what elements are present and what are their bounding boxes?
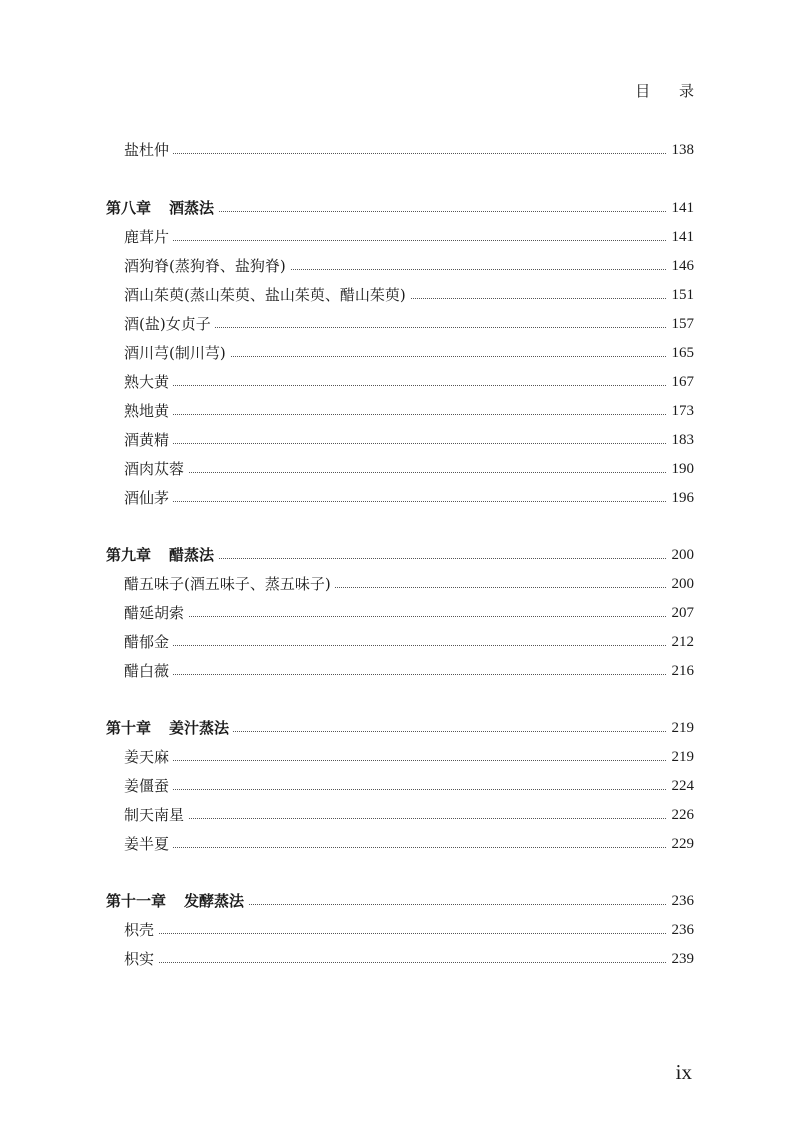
toc-entry [0,399,800,423]
entry-title: 酒(盐)女贞子 [124,312,215,336]
toc-entry [0,774,800,798]
toc-entry [0,283,800,307]
chapter-heading [0,543,800,567]
chapter-title [106,889,248,913]
entry-title: 鹿茸片 [124,225,173,249]
dot-leader [124,501,666,502]
entry-title: 姜僵蚕 [124,774,173,798]
dot-leader [124,443,666,444]
entry-title: 酒仙茅 [124,486,173,510]
dot-leader [124,760,666,761]
toc-entry [0,745,800,769]
dot-leader [124,414,666,415]
page-number: 200 [671,547,694,563]
entry-title: 枳壳 [124,918,158,942]
dot-leader [124,818,666,819]
toc-entry [0,370,800,394]
page-number: 219 [671,720,694,736]
page-number: 138 [671,142,694,158]
page-number: 196 [671,490,694,506]
page-number: 200 [671,576,694,592]
chapter-title [106,716,233,740]
page-number: 216 [671,663,694,679]
toc-entry [0,341,800,365]
chapter-name: 姜汁蒸法 [169,719,230,737]
page-number: 183 [671,432,694,448]
entry-title: 醋郁金 [124,630,173,654]
chapter-number: 第十章 [106,719,152,737]
toc-entry [0,225,800,249]
chapter-title [106,543,218,567]
toc-entry [0,803,800,827]
entry-title: 醋延胡索 [124,601,188,625]
toc-entry [0,630,800,654]
toc-entry [0,486,800,510]
chapter-heading [0,196,800,220]
entry-title: 姜天麻 [124,745,173,769]
entry-title: 熟大黄 [124,370,173,394]
entry-title: 酒黄精 [124,428,173,452]
entry-title: 姜半夏 [124,832,173,856]
page-number: 207 [671,605,694,621]
page-number: 226 [671,807,694,823]
dot-leader [124,385,666,386]
page-folio: ix [675,1060,692,1084]
page-number: 141 [671,229,694,245]
dot-leader [124,616,666,617]
entry-title: 酒川芎(制川芎) [124,341,230,365]
dot-leader [124,153,666,154]
dot-leader [124,472,666,473]
chapter-number: 第八章 [106,199,152,217]
toc-entry [0,138,800,162]
page-number: 212 [671,634,694,650]
toc-entry [0,572,800,596]
page-number: 167 [671,374,694,390]
page-number: 151 [671,287,694,303]
dot-leader [124,240,666,241]
toc-entry [0,428,800,452]
entry-title: 制天南星 [124,803,188,827]
page-number: 146 [671,258,694,274]
chapter-name: 醋蒸法 [169,546,215,564]
dot-leader [124,847,666,848]
toc-entry [0,832,800,856]
page-number: 165 [671,345,694,361]
page-number: 239 [671,951,694,967]
dot-leader [124,674,666,675]
page-number: 173 [671,403,694,419]
page-number: 157 [671,316,694,332]
entry-title: 盐杜仲 [124,138,173,162]
toc-entry [0,254,800,278]
chapter-number: 第十一章 [106,892,167,910]
toc-entry [0,947,800,971]
chapter-number: 第九章 [106,546,152,564]
chapter-heading [0,716,800,740]
page-number: 190 [671,461,694,477]
entry-title: 熟地黄 [124,399,173,423]
toc-entry [0,457,800,481]
entry-title: 枳实 [124,947,158,971]
entry-title: 酒肉苁蓉 [124,457,188,481]
chapter-heading [0,889,800,913]
toc-entry [0,659,800,683]
running-head: 目 录 [635,82,706,100]
page-number: 236 [671,922,694,938]
chapter-name: 发酵蒸法 [184,892,245,910]
dot-leader [124,933,666,934]
entry-title: 酒山茱萸(蒸山茱萸、盐山茱萸、醋山茱萸) [124,283,410,307]
dot-leader [124,645,666,646]
page-number: 141 [671,200,694,216]
page-number: 219 [671,749,694,765]
dot-leader [124,962,666,963]
entry-title: 醋白薇 [124,659,173,683]
chapter-title [106,196,218,220]
toc-entry [0,312,800,336]
page-number: 229 [671,836,694,852]
page-number: 224 [671,778,694,794]
toc-entry [0,918,800,942]
dot-leader [124,789,666,790]
page-number: 236 [671,893,694,909]
entry-title: 酒狗脊(蒸狗脊、盐狗脊) [124,254,290,278]
entry-title: 醋五味子(酒五味子、蒸五味子) [124,572,335,596]
toc-entry [0,601,800,625]
chapter-name: 酒蒸法 [169,199,215,217]
